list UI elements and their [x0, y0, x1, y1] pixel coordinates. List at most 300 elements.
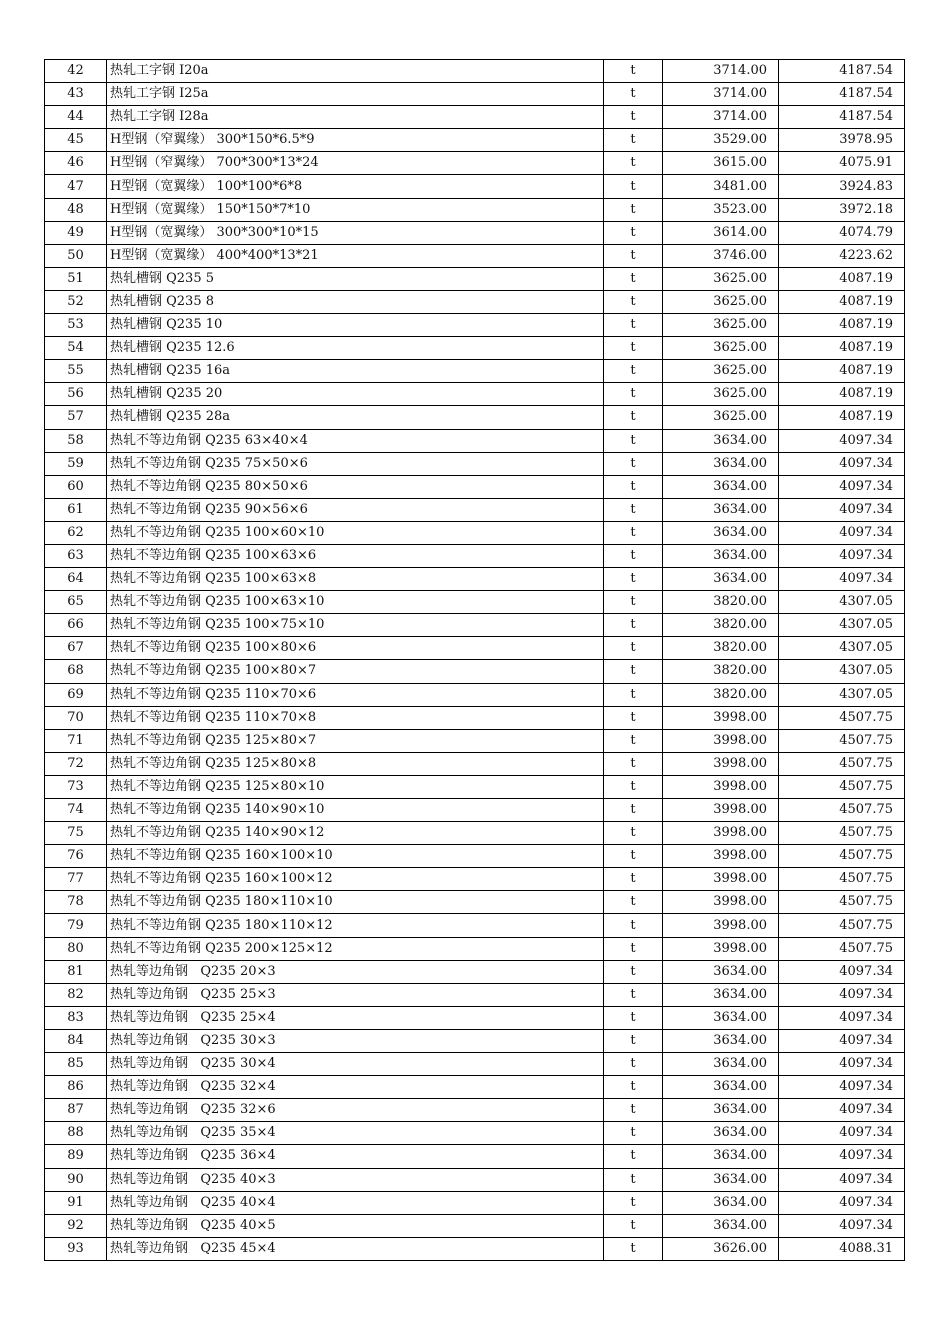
table-row: [45, 1122, 905, 1145]
row-number-cell: 53: [45, 314, 107, 337]
price-cell: 3634.00: [663, 1145, 779, 1168]
item-name-cell: 热轧不等边角钢 Q235 140×90×12: [107, 822, 604, 845]
item-name-cell: 热轧不等边角钢 Q235 160×100×10: [107, 845, 604, 868]
item-name-cell: 热轧不等边角钢 Q235 125×80×7: [107, 729, 604, 752]
table-row: [45, 1191, 905, 1214]
price-cell: 3625.00: [663, 406, 779, 429]
item-name-cell: 热轧不等边角钢 Q235 90×56×6: [107, 498, 604, 521]
row-number-cell: 43: [45, 83, 107, 106]
table-row: [45, 1168, 905, 1191]
unit-cell: t: [604, 1214, 663, 1237]
price-cell: 3998.00: [663, 914, 779, 937]
unit-cell: t: [604, 1122, 663, 1145]
price-cell: 3820.00: [663, 637, 779, 660]
table-row: [45, 752, 905, 775]
price-cell: 3634.00: [663, 1168, 779, 1191]
price-with-tax-cell: 4097.34: [779, 1168, 905, 1191]
table-row: [45, 983, 905, 1006]
price-with-tax-cell: 4097.34: [779, 429, 905, 452]
price-cell: 3998.00: [663, 752, 779, 775]
price-with-tax-cell: 4097.34: [779, 521, 905, 544]
price-cell: 3634.00: [663, 983, 779, 1006]
item-name-cell: 热轧槽钢 Q235 12.6: [107, 337, 604, 360]
unit-cell: t: [604, 1145, 663, 1168]
unit-cell: t: [604, 475, 663, 498]
price-cell: 3998.00: [663, 937, 779, 960]
row-number-cell: 60: [45, 475, 107, 498]
price-with-tax-cell: 4074.79: [779, 221, 905, 244]
price-cell: 3998.00: [663, 706, 779, 729]
price-with-tax-cell: 4087.19: [779, 267, 905, 290]
unit-cell: t: [604, 1168, 663, 1191]
unit-cell: t: [604, 752, 663, 775]
table-row: [45, 475, 905, 498]
unit-cell: t: [604, 1053, 663, 1076]
price-with-tax-cell: 4097.34: [779, 452, 905, 475]
price-with-tax-cell: 4307.05: [779, 660, 905, 683]
table-row: [45, 221, 905, 244]
item-name-cell: 热轧槽钢 Q235 16a: [107, 360, 604, 383]
price-with-tax-cell: 4097.34: [779, 1099, 905, 1122]
table-row: [45, 198, 905, 221]
row-number-cell: 54: [45, 337, 107, 360]
item-name-cell: 热轧等边角钢 Q235 40×5: [107, 1214, 604, 1237]
table-row: [45, 521, 905, 544]
unit-cell: t: [604, 314, 663, 337]
table-row: [45, 568, 905, 591]
unit-cell: t: [604, 660, 663, 683]
unit-cell: t: [604, 60, 663, 83]
row-number-cell: 88: [45, 1122, 107, 1145]
table-row: [45, 683, 905, 706]
price-with-tax-cell: 4087.19: [779, 314, 905, 337]
price-cell: 3998.00: [663, 822, 779, 845]
price-cell: 3634.00: [663, 1214, 779, 1237]
price-cell: 3634.00: [663, 960, 779, 983]
item-name-cell: 热轧等边角钢 Q235 25×4: [107, 1006, 604, 1029]
item-name-cell: 热轧槽钢 Q235 5: [107, 267, 604, 290]
table-row: [45, 1029, 905, 1052]
item-name-cell: 热轧等边角钢 Q235 35×4: [107, 1122, 604, 1145]
unit-cell: t: [604, 637, 663, 660]
unit-cell: t: [604, 290, 663, 313]
row-number-cell: 78: [45, 891, 107, 914]
price-cell: 3625.00: [663, 337, 779, 360]
table-row: [45, 406, 905, 429]
item-name-cell: 热轧不等边角钢 Q235 180×110×12: [107, 914, 604, 937]
unit-cell: t: [604, 591, 663, 614]
unit-cell: t: [604, 267, 663, 290]
price-with-tax-cell: 4507.75: [779, 891, 905, 914]
row-number-cell: 77: [45, 868, 107, 891]
table-row: [45, 129, 905, 152]
row-number-cell: 55: [45, 360, 107, 383]
item-name-cell: 热轧不等边角钢 Q235 100×80×7: [107, 660, 604, 683]
item-name-cell: 热轧槽钢 Q235 28a: [107, 406, 604, 429]
row-number-cell: 68: [45, 660, 107, 683]
price-with-tax-cell: 4087.19: [779, 406, 905, 429]
row-number-cell: 80: [45, 937, 107, 960]
price-cell: 3634.00: [663, 452, 779, 475]
unit-cell: t: [604, 683, 663, 706]
price-cell: 3714.00: [663, 60, 779, 83]
unit-cell: t: [604, 544, 663, 567]
unit-cell: t: [604, 822, 663, 845]
unit-cell: t: [604, 1237, 663, 1260]
item-name-cell: H型钢（窄翼缘） 300*150*6.5*9: [107, 129, 604, 152]
unit-cell: t: [604, 106, 663, 129]
row-number-cell: 48: [45, 198, 107, 221]
table-row: [45, 960, 905, 983]
price-with-tax-cell: 4097.34: [779, 1145, 905, 1168]
unit-cell: t: [604, 198, 663, 221]
price-with-tax-cell: 3924.83: [779, 175, 905, 198]
price-with-tax-cell: 4097.34: [779, 1076, 905, 1099]
row-number-cell: 74: [45, 799, 107, 822]
table-row: [45, 891, 905, 914]
table-row: [45, 1006, 905, 1029]
price-cell: 3634.00: [663, 1029, 779, 1052]
table-row: [45, 1099, 905, 1122]
price-cell: 3634.00: [663, 1099, 779, 1122]
row-number-cell: 89: [45, 1145, 107, 1168]
row-number-cell: 73: [45, 775, 107, 798]
price-cell: 3820.00: [663, 683, 779, 706]
table-row: [45, 1145, 905, 1168]
unit-cell: t: [604, 868, 663, 891]
item-name-cell: H型钢（宽翼缘） 400*400*13*21: [107, 244, 604, 267]
price-cell: 3634.00: [663, 1053, 779, 1076]
price-cell: 3634.00: [663, 1006, 779, 1029]
item-name-cell: 热轧等边角钢 Q235 45×4: [107, 1237, 604, 1260]
row-number-cell: 46: [45, 152, 107, 175]
item-name-cell: 热轧不等边角钢 Q235 200×125×12: [107, 937, 604, 960]
row-number-cell: 93: [45, 1237, 107, 1260]
price-with-tax-cell: 4087.19: [779, 290, 905, 313]
unit-cell: t: [604, 221, 663, 244]
price-cell: 3634.00: [663, 1076, 779, 1099]
table-row: [45, 152, 905, 175]
unit-cell: t: [604, 775, 663, 798]
table-row: [45, 799, 905, 822]
price-with-tax-cell: 4307.05: [779, 683, 905, 706]
table-row: [45, 637, 905, 660]
table-row: [45, 383, 905, 406]
item-name-cell: 热轧不等边角钢 Q235 180×110×10: [107, 891, 604, 914]
price-cell: 3714.00: [663, 83, 779, 106]
item-name-cell: 热轧不等边角钢 Q235 160×100×12: [107, 868, 604, 891]
table-row: [45, 244, 905, 267]
table-row: [45, 175, 905, 198]
price-with-tax-cell: 4507.75: [779, 914, 905, 937]
price-cell: 3634.00: [663, 498, 779, 521]
price-cell: 3634.00: [663, 544, 779, 567]
table-row: [45, 614, 905, 637]
table-row: [45, 937, 905, 960]
price-with-tax-cell: 4097.34: [779, 1053, 905, 1076]
table-row: [45, 1053, 905, 1076]
table-row: [45, 775, 905, 798]
row-number-cell: 83: [45, 1006, 107, 1029]
price-cell: 3998.00: [663, 891, 779, 914]
unit-cell: t: [604, 129, 663, 152]
price-with-tax-cell: 4087.19: [779, 383, 905, 406]
unit-cell: t: [604, 614, 663, 637]
row-number-cell: 75: [45, 822, 107, 845]
row-number-cell: 66: [45, 614, 107, 637]
price-cell: 3625.00: [663, 290, 779, 313]
table-row: [45, 591, 905, 614]
price-with-tax-cell: 4075.91: [779, 152, 905, 175]
price-with-tax-cell: 4097.34: [779, 475, 905, 498]
price-cell: 3998.00: [663, 729, 779, 752]
row-number-cell: 62: [45, 521, 107, 544]
price-cell: 3634.00: [663, 521, 779, 544]
item-name-cell: 热轧不等边角钢 Q235 110×70×6: [107, 683, 604, 706]
unit-cell: t: [604, 1099, 663, 1122]
price-with-tax-cell: 4097.34: [779, 1122, 905, 1145]
price-with-tax-cell: 4097.34: [779, 1191, 905, 1214]
price-cell: 3523.00: [663, 198, 779, 221]
table-row: [45, 822, 905, 845]
item-name-cell: 热轧工字钢 I28a: [107, 106, 604, 129]
unit-cell: t: [604, 937, 663, 960]
row-number-cell: 64: [45, 568, 107, 591]
price-cell: 3634.00: [663, 429, 779, 452]
row-number-cell: 56: [45, 383, 107, 406]
item-name-cell: 热轧等边角钢 Q235 20×3: [107, 960, 604, 983]
price-with-tax-cell: 4097.34: [779, 1006, 905, 1029]
table-row: [45, 60, 905, 83]
row-number-cell: 72: [45, 752, 107, 775]
item-name-cell: 热轧等边角钢 Q235 25×3: [107, 983, 604, 1006]
price-cell: 3998.00: [663, 868, 779, 891]
table-row: [45, 1237, 905, 1260]
price-cell: 3625.00: [663, 314, 779, 337]
item-name-cell: 热轧不等边角钢 Q235 100×75×10: [107, 614, 604, 637]
table-row: [45, 729, 905, 752]
item-name-cell: 热轧不等边角钢 Q235 100×80×6: [107, 637, 604, 660]
price-with-tax-cell: 3972.18: [779, 198, 905, 221]
price-with-tax-cell: 4507.75: [779, 775, 905, 798]
price-cell: 3634.00: [663, 475, 779, 498]
item-name-cell: H型钢（宽翼缘） 100*100*6*8: [107, 175, 604, 198]
price-with-tax-cell: 4187.54: [779, 106, 905, 129]
table-row: [45, 337, 905, 360]
price-with-tax-cell: 4507.75: [779, 706, 905, 729]
price-cell: 3714.00: [663, 106, 779, 129]
row-number-cell: 67: [45, 637, 107, 660]
unit-cell: t: [604, 1076, 663, 1099]
unit-cell: t: [604, 960, 663, 983]
unit-cell: t: [604, 891, 663, 914]
price-with-tax-cell: 3978.95: [779, 129, 905, 152]
unit-cell: t: [604, 360, 663, 383]
row-number-cell: 42: [45, 60, 107, 83]
table-row: [45, 429, 905, 452]
row-number-cell: 45: [45, 129, 107, 152]
row-number-cell: 52: [45, 290, 107, 313]
table-row: [45, 452, 905, 475]
price-cell: 3634.00: [663, 1122, 779, 1145]
item-name-cell: H型钢（宽翼缘） 150*150*7*10: [107, 198, 604, 221]
price-cell: 3615.00: [663, 152, 779, 175]
price-cell: 3625.00: [663, 267, 779, 290]
row-number-cell: 57: [45, 406, 107, 429]
price-with-tax-cell: 4307.05: [779, 614, 905, 637]
price-cell: 3481.00: [663, 175, 779, 198]
unit-cell: t: [604, 498, 663, 521]
item-name-cell: 热轧不等边角钢 Q235 100×63×10: [107, 591, 604, 614]
row-number-cell: 90: [45, 1168, 107, 1191]
price-with-tax-cell: 4507.75: [779, 937, 905, 960]
price-with-tax-cell: 4097.34: [779, 983, 905, 1006]
unit-cell: t: [604, 521, 663, 544]
price-with-tax-cell: 4088.31: [779, 1237, 905, 1260]
item-name-cell: 热轧不等边角钢 Q235 100×63×6: [107, 544, 604, 567]
price-with-tax-cell: 4097.34: [779, 498, 905, 521]
price-with-tax-cell: 4507.75: [779, 729, 905, 752]
price-cell: 3626.00: [663, 1237, 779, 1260]
row-number-cell: 69: [45, 683, 107, 706]
price-cell: 3746.00: [663, 244, 779, 267]
item-name-cell: 热轧不等边角钢 Q235 140×90×10: [107, 799, 604, 822]
price-with-tax-cell: 4507.75: [779, 752, 905, 775]
price-with-tax-cell: 4097.34: [779, 1214, 905, 1237]
price-cell: 3998.00: [663, 775, 779, 798]
table-row: [45, 360, 905, 383]
item-name-cell: 热轧不等边角钢 Q235 110×70×8: [107, 706, 604, 729]
unit-cell: t: [604, 152, 663, 175]
item-name-cell: 热轧等边角钢 Q235 36×4: [107, 1145, 604, 1168]
row-number-cell: 51: [45, 267, 107, 290]
row-number-cell: 47: [45, 175, 107, 198]
row-number-cell: 71: [45, 729, 107, 752]
table-row: [45, 706, 905, 729]
table-row: [45, 83, 905, 106]
unit-cell: t: [604, 799, 663, 822]
price-with-tax-cell: 4087.19: [779, 337, 905, 360]
row-number-cell: 70: [45, 706, 107, 729]
row-number-cell: 91: [45, 1191, 107, 1214]
unit-cell: t: [604, 1191, 663, 1214]
price-with-tax-cell: 4187.54: [779, 60, 905, 83]
item-name-cell: 热轧不等边角钢 Q235 100×60×10: [107, 521, 604, 544]
unit-cell: t: [604, 83, 663, 106]
price-cell: 3529.00: [663, 129, 779, 152]
row-number-cell: 86: [45, 1076, 107, 1099]
item-name-cell: 热轧工字钢 I20a: [107, 60, 604, 83]
row-number-cell: 44: [45, 106, 107, 129]
table-row: [45, 314, 905, 337]
item-name-cell: 热轧等边角钢 Q235 30×3: [107, 1029, 604, 1052]
table-row: [45, 845, 905, 868]
item-name-cell: 热轧不等边角钢 Q235 80×50×6: [107, 475, 604, 498]
row-number-cell: 63: [45, 544, 107, 567]
price-cell: 3998.00: [663, 845, 779, 868]
price-cell: 3625.00: [663, 360, 779, 383]
table-row: [45, 1076, 905, 1099]
price-with-tax-cell: 4087.19: [779, 360, 905, 383]
item-name-cell: 热轧不等边角钢 Q235 75×50×6: [107, 452, 604, 475]
unit-cell: t: [604, 337, 663, 360]
row-number-cell: 92: [45, 1214, 107, 1237]
price-cell: 3614.00: [663, 221, 779, 244]
unit-cell: t: [604, 244, 663, 267]
unit-cell: t: [604, 845, 663, 868]
price-cell: 3634.00: [663, 1191, 779, 1214]
item-name-cell: 热轧槽钢 Q235 20: [107, 383, 604, 406]
price-with-tax-cell: 4223.62: [779, 244, 905, 267]
price-cell: 3625.00: [663, 383, 779, 406]
row-number-cell: 76: [45, 845, 107, 868]
item-name-cell: 热轧等边角钢 Q235 30×4: [107, 1053, 604, 1076]
row-number-cell: 65: [45, 591, 107, 614]
price-cell: 3820.00: [663, 614, 779, 637]
item-name-cell: 热轧不等边角钢 Q235 100×63×8: [107, 568, 604, 591]
row-number-cell: 58: [45, 429, 107, 452]
item-name-cell: 热轧等边角钢 Q235 32×4: [107, 1076, 604, 1099]
item-name-cell: 热轧槽钢 Q235 8: [107, 290, 604, 313]
item-name-cell: 热轧不等边角钢 Q235 125×80×8: [107, 752, 604, 775]
unit-cell: t: [604, 406, 663, 429]
unit-cell: t: [604, 914, 663, 937]
price-with-tax-cell: 4307.05: [779, 591, 905, 614]
row-number-cell: 59: [45, 452, 107, 475]
price-with-tax-cell: 4507.75: [779, 845, 905, 868]
unit-cell: t: [604, 383, 663, 406]
row-number-cell: 81: [45, 960, 107, 983]
row-number-cell: 82: [45, 983, 107, 1006]
item-name-cell: 热轧等边角钢 Q235 40×3: [107, 1168, 604, 1191]
unit-cell: t: [604, 1006, 663, 1029]
item-name-cell: 热轧等边角钢 Q235 40×4: [107, 1191, 604, 1214]
unit-cell: t: [604, 452, 663, 475]
price-with-tax-cell: 4187.54: [779, 83, 905, 106]
item-name-cell: H型钢（窄翼缘） 700*300*13*24: [107, 152, 604, 175]
unit-cell: t: [604, 1029, 663, 1052]
unit-cell: t: [604, 429, 663, 452]
row-number-cell: 85: [45, 1053, 107, 1076]
item-name-cell: 热轧工字钢 I25a: [107, 83, 604, 106]
unit-cell: t: [604, 568, 663, 591]
price-with-tax-cell: 4097.34: [779, 960, 905, 983]
price-with-tax-cell: 4507.75: [779, 799, 905, 822]
table-row: [45, 106, 905, 129]
price-table-body: [45, 60, 905, 1261]
table-row: [45, 914, 905, 937]
table-row: [45, 660, 905, 683]
table-row: [45, 1214, 905, 1237]
row-number-cell: 50: [45, 244, 107, 267]
price-with-tax-cell: 4507.75: [779, 822, 905, 845]
price-with-tax-cell: 4097.34: [779, 1029, 905, 1052]
row-number-cell: 79: [45, 914, 107, 937]
item-name-cell: H型钢（宽翼缘） 300*300*10*15: [107, 221, 604, 244]
item-name-cell: 热轧等边角钢 Q235 32×6: [107, 1099, 604, 1122]
item-name-cell: 热轧不等边角钢 Q235 63×40×4: [107, 429, 604, 452]
price-table: [44, 59, 905, 1261]
price-cell: 3998.00: [663, 799, 779, 822]
price-with-tax-cell: 4097.34: [779, 544, 905, 567]
unit-cell: t: [604, 706, 663, 729]
item-name-cell: 热轧不等边角钢 Q235 125×80×10: [107, 775, 604, 798]
unit-cell: t: [604, 175, 663, 198]
price-with-tax-cell: 4307.05: [779, 637, 905, 660]
table-row: [45, 498, 905, 521]
unit-cell: t: [604, 729, 663, 752]
price-cell: 3634.00: [663, 568, 779, 591]
